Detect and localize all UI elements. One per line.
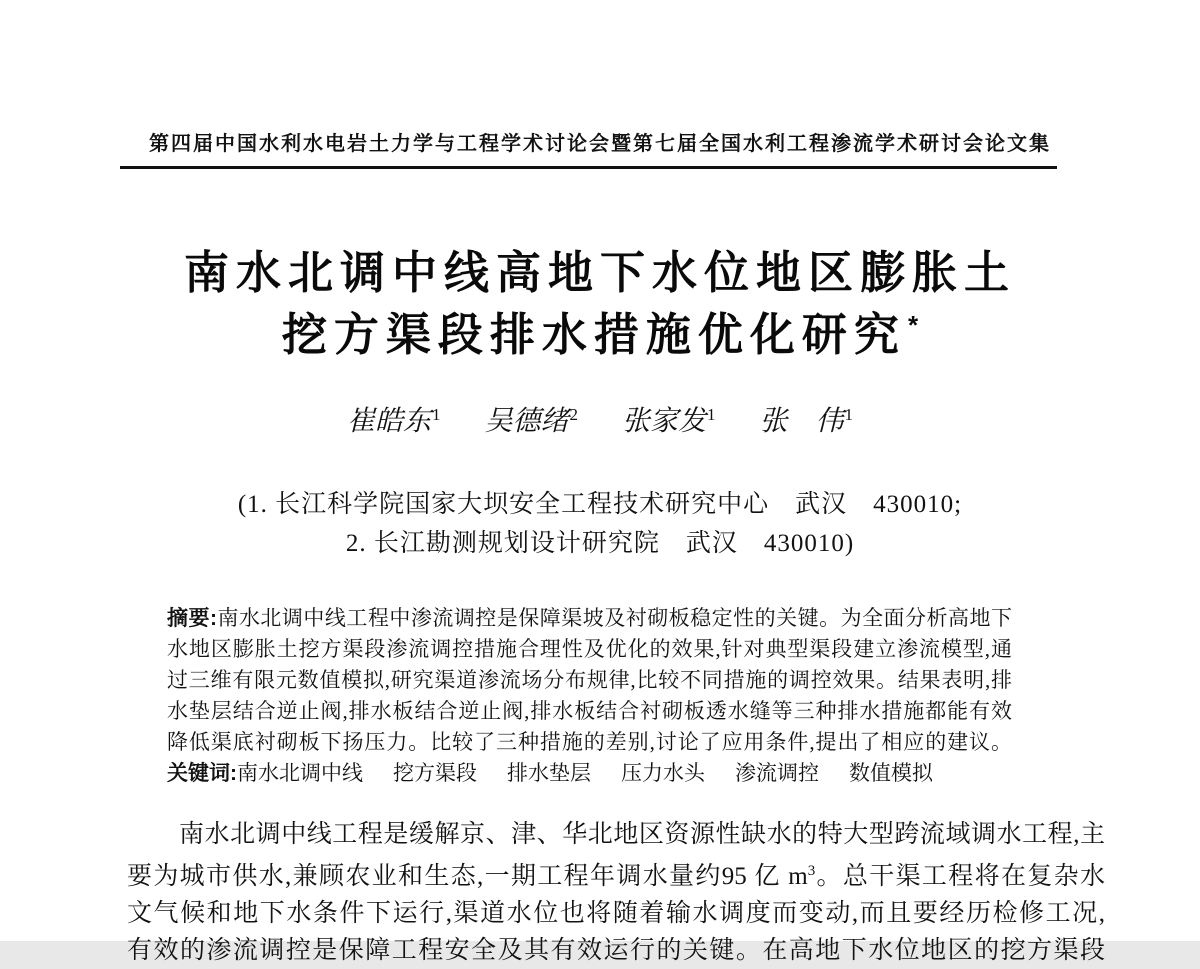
paper-title-line2-text: 挖方渠段排水措施优化研究 [281,309,906,360]
cubic-meter-exponent: 3 [807,863,816,879]
author-list [0,399,1200,439]
author-3 [622,399,716,439]
author-4 [760,399,854,439]
abstract-label: 摘要: [167,607,217,630]
title-footnote-marker: * [907,310,919,340]
abstract-line-1-text: 南水北调中线工程中渗流调控是保障渠坡及衬砌板稳定性的关键。为全面分析高地下 [216,606,1012,630]
abstract-line-4: 水垫层结合逆止阀,排水板结合逆止阀,排水板结合衬砌板透水缝等三种排水措施都能有效 [167,699,1012,723]
author-4-affiliation-ref: 1 [844,405,854,424]
abstract-line-3: 过三维有限元数值模拟,研究渠道渗流场分布规律,比较不同措施的调控效果。结果表明,排 [167,668,1012,692]
author-2-affiliation-ref: 2 [569,405,578,424]
keyword-4: 压力水头 [621,761,705,785]
abstract-block [167,603,1012,789]
affiliation-line2: 2. 长江勘测规划设计研究院 武汉 430010) [345,530,855,557]
introduction-paragraph [127,816,1105,969]
affiliation-line1: (1. 长江科学院国家大坝安全工程技术研究中心 武汉 430010; [237,491,963,518]
keyword-6: 数值模拟 [849,761,933,785]
author-1-name: 崔皓东 [346,406,431,437]
paper-title-line2 [0,298,1200,363]
body-line-2-post: 。总干渠工程将在复杂水 [815,863,1105,890]
body-line-2-pre: 要为城市供水,兼顾农业和生态,一期工程年调水量约95 亿 m [127,863,808,890]
body-line-1: 南水北调中线工程是缓解京、津、华北地区资源性缺水的特大型跨流域调水工程,主 [179,821,1105,848]
author-3-affiliation-ref: 1 [707,405,716,424]
author-2-name: 吴德绪 [484,406,569,437]
keyword-5: 渗流调控 [735,761,819,785]
body-line-4-clipped: 有效的渗流调控是保障工程安全及其有效运行的关键。在高地下水位地区的挖方渠段 [127,937,1105,964]
abstract-line-5: 降低渠底衬砌板下扬压力。比较了三种措施的差别,讨论了应用条件,提出了相应的建议。 [167,730,1012,754]
abstract-line-1 [167,603,1012,634]
proceedings-running-head: 第四届中国水利水电岩土力学与工程学术讨论会暨第七届全国水利工程渗流学术研讨会论文集 [149,133,1051,155]
body-line-2 [127,853,1105,895]
keyword-1: 南水北调中线 [237,761,363,785]
keywords-label: 关键词: [167,762,237,785]
abstract-line-2: 水地区膨胀土挖方渠段渗流调控措施合理性及优化的效果,针对典型渠段建立渗流模型,通 [167,637,1012,661]
body-line-3: 文气候和地下水条件下运行,渠道水位也将随着输水调度而变动,而且要经历检修工况, [127,900,1105,927]
author-1 [347,399,441,439]
author-4-name: 张 伟 [759,406,844,437]
author-2 [484,399,578,439]
keywords-line [167,758,1012,789]
paper-title-line1: 南水北调中线高地下水位地区膨胀土 [183,247,1016,298]
keyword-2: 挖方渠段 [393,761,477,785]
author-3-name: 张家发 [622,406,707,437]
header-rule [120,166,1057,169]
keyword-3: 排水垫层 [507,761,591,785]
author-1-affiliation-ref: 1 [431,405,441,424]
